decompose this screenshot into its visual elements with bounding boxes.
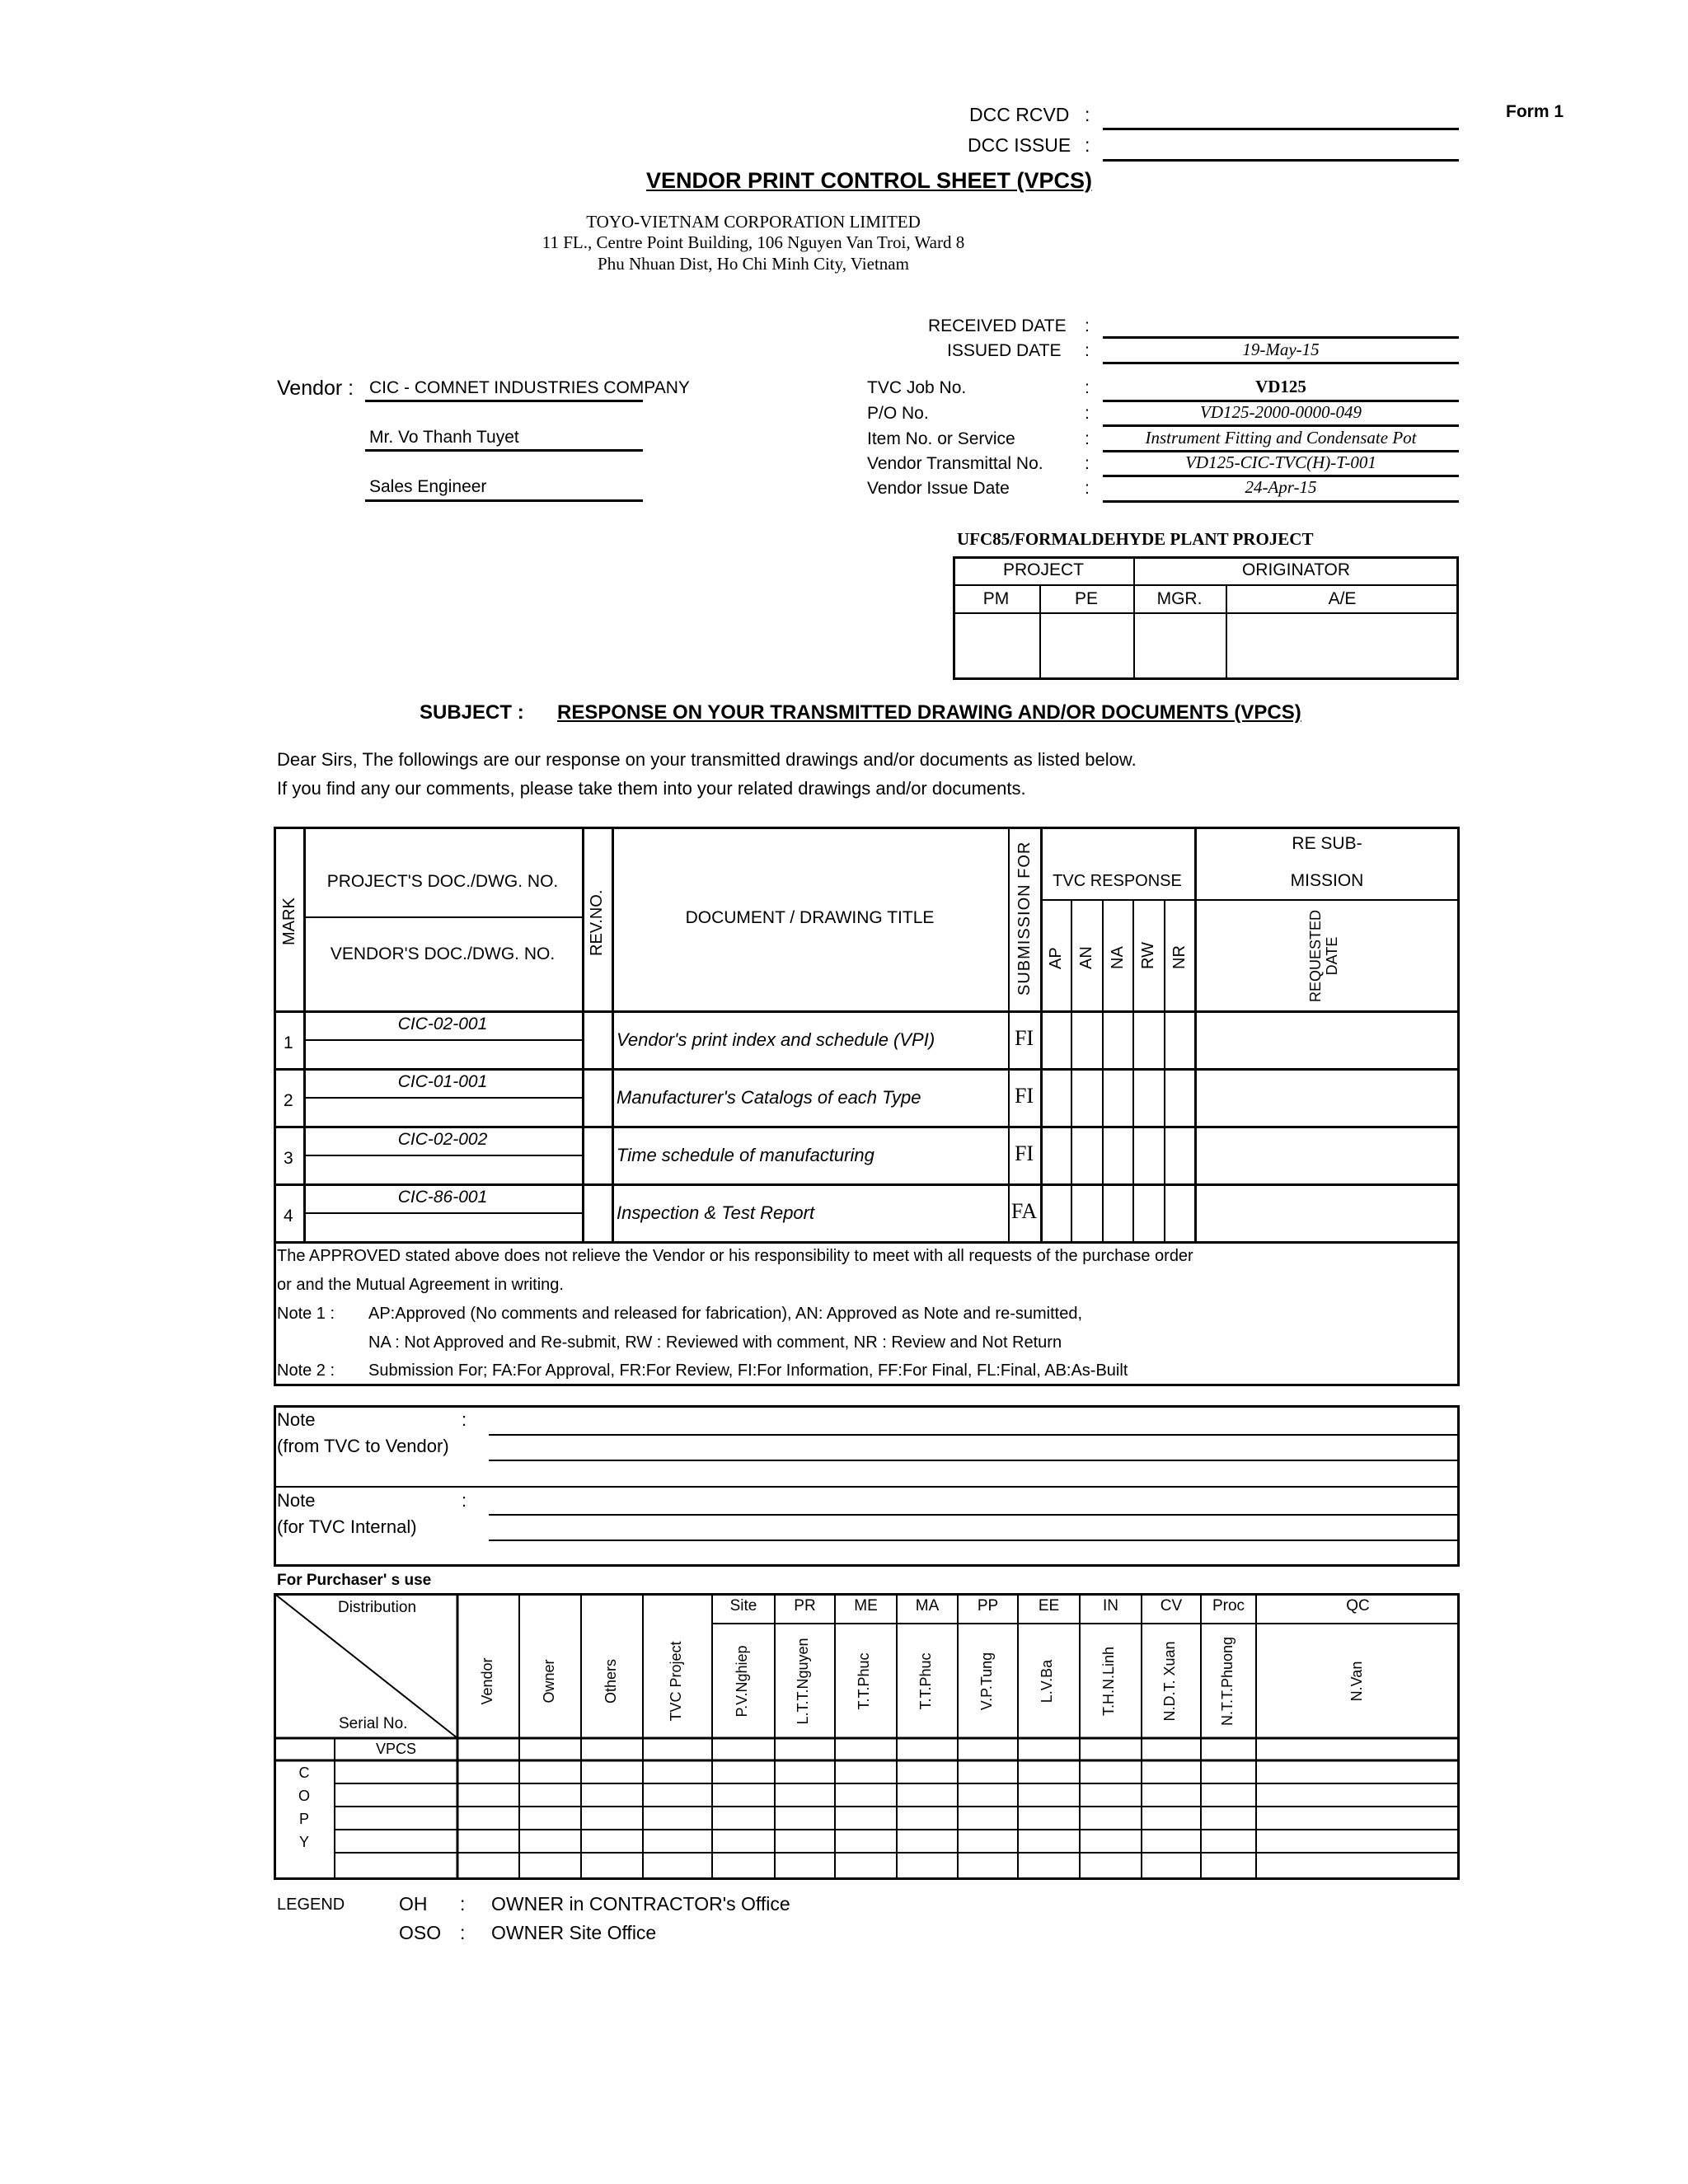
row-mark: 3 xyxy=(284,1149,293,1168)
row-doc-no[interactable]: CIC-02-001 xyxy=(397,1015,488,1033)
dcc-issue-field[interactable] xyxy=(1103,159,1459,162)
dcc-rcvd-colon: : xyxy=(1085,104,1090,125)
dcc-issue-colon: : xyxy=(1085,134,1090,156)
table-line xyxy=(303,1155,582,1156)
issued-date-value: 19-May-15 xyxy=(1242,340,1320,359)
job-info-colon: : xyxy=(1085,404,1090,423)
dept-header: Proc xyxy=(1212,1597,1245,1615)
row-title: Inspection & Test Report xyxy=(617,1202,815,1223)
table-line xyxy=(274,1068,1460,1071)
approval-originator: ORIGINATOR xyxy=(1241,560,1351,579)
vendor-company: CIC - COMNET INDUSTRIES COMPANY xyxy=(369,378,690,397)
legend-text: OWNER Site Office xyxy=(491,1922,657,1943)
header-rw: RW xyxy=(1139,942,1157,969)
table-line xyxy=(612,827,614,1241)
vendor-label: Vendor : xyxy=(277,377,354,400)
job-info-underline xyxy=(1103,424,1459,427)
row-doc-no[interactable]: CIC-86-001 xyxy=(397,1188,488,1207)
approval-ae: A/E xyxy=(1328,589,1357,608)
dcc-rcvd-label: DCC RCVD xyxy=(969,104,1070,125)
header-tvc-response: TVC RESPONSE xyxy=(1053,872,1182,890)
header-vendor-doc: VENDOR'S DOC./DWG. NO. xyxy=(330,944,556,963)
header-ap: AP xyxy=(1047,947,1065,969)
table-line xyxy=(1071,899,1072,1241)
legend-sep: : xyxy=(460,1893,466,1915)
remark-note-label-2: Note xyxy=(277,1490,316,1511)
copy-letter: O xyxy=(298,1788,310,1804)
job-info-value: VD125 xyxy=(1255,377,1306,396)
row-title: Manufacturer's Catalogs of each Type xyxy=(617,1087,921,1108)
company-address-2: Phu Nhuan Dist, Ho Chi Minh City, Vietnam xyxy=(598,254,909,274)
job-info-label: Vendor Issue Date xyxy=(867,479,1010,498)
vendor-position-underline xyxy=(365,499,643,502)
dist-name: N.Van xyxy=(1348,1661,1365,1702)
remark-vendor-sub: (from TVC to Vendor) xyxy=(277,1436,449,1456)
header-an: AN xyxy=(1077,946,1095,969)
note2-label: Note 2 : xyxy=(277,1361,335,1380)
dept-header: PP xyxy=(977,1597,999,1615)
table-line xyxy=(303,1039,582,1041)
intro-line-1: Dear Sirs, The followings are our response on your transmitted drawings and/or documents as listed below. xyxy=(277,749,1137,770)
vendor-contact: Mr. Vo Thanh Tuyet xyxy=(369,428,519,447)
dist-name: TVC Project xyxy=(668,1641,684,1722)
header-rev: REV.NO. xyxy=(588,889,606,956)
dist-name: N.T.T.Phuong xyxy=(1219,1636,1236,1727)
job-info-label: P/O No. xyxy=(867,404,929,423)
dept-header: CV xyxy=(1160,1597,1183,1615)
approval-sign-ae[interactable] xyxy=(1227,614,1457,678)
header-requested-2: DATE xyxy=(1324,936,1340,976)
header-nr: NR xyxy=(1170,945,1189,969)
distribution-label: Distribution xyxy=(338,1599,417,1616)
company-address-1: 11 FL., Centre Point Building, 106 Nguyen Van Troi, Ward 8 xyxy=(542,232,965,252)
legend-sep: : xyxy=(460,1922,466,1943)
approval-project: PROJECT xyxy=(1002,560,1084,579)
dist-name: T.T.Phuc xyxy=(917,1652,934,1710)
row-mark: 1 xyxy=(284,1033,293,1052)
dist-name: Owner xyxy=(541,1659,557,1704)
header-resub-1: RE SUB- xyxy=(1292,834,1362,853)
copy-letter: Y xyxy=(298,1834,309,1850)
job-info-value: Instrument Fitting and Condensate Pot xyxy=(1145,428,1417,448)
row-submission: FI xyxy=(1014,1084,1034,1108)
dist-name: L.V.Ba xyxy=(1039,1659,1055,1704)
subject-text: RESPONSE ON YOUR TRANSMITTED DRAWING AND/OR DOCUMENTS (VPCS) xyxy=(557,701,1301,724)
purchaser-heading: For Purchaser' s use xyxy=(277,1572,432,1589)
dept-header: MA xyxy=(915,1597,940,1615)
row-mark: 2 xyxy=(284,1091,293,1110)
table-line xyxy=(303,1212,582,1214)
job-info-value: VD125-2000-0000-049 xyxy=(1200,402,1362,422)
page-title: VENDOR PRINT CONTROL SHEET (VPCS) xyxy=(646,168,1093,193)
header-title: DOCUMENT / DRAWING TITLE xyxy=(685,908,935,927)
remark-colon: : xyxy=(462,1409,467,1430)
dept-header: QC xyxy=(1346,1597,1370,1615)
issued-date-colon: : xyxy=(1085,341,1090,360)
header-project-doc: PROJECT'S DOC./DWG. NO. xyxy=(326,872,559,891)
job-info-label: TVC Job No. xyxy=(867,378,967,397)
row-submission: FI xyxy=(1014,1141,1034,1165)
subject-label: SUBJECT : xyxy=(420,701,524,724)
approval-disclaimer-2: or and the Mutual Agreement in writing. xyxy=(277,1276,564,1294)
approval-sign-pm[interactable] xyxy=(954,614,1038,678)
job-info-underline xyxy=(1103,500,1459,503)
header-requested-1: REQUESTED xyxy=(1307,909,1324,1003)
vendor-contact-underline xyxy=(365,449,643,452)
row-doc-no[interactable]: CIC-01-001 xyxy=(397,1072,488,1091)
table-line xyxy=(582,827,584,1241)
approval-pe: PE xyxy=(1074,589,1098,608)
remark-note-label: Note xyxy=(277,1409,316,1430)
header-resub-2: MISSION xyxy=(1290,871,1364,890)
note1-text-b: NA : Not Approved and Re-submit, RW : Reviewed with comment, NR : Review and Not Return xyxy=(368,1333,1062,1352)
legend-text: OWNER in CONTRACTOR's Office xyxy=(491,1893,790,1915)
job-info-value: VD125-CIC-TVC(H)-T-001 xyxy=(1185,452,1376,472)
dist-name: P.V.Nghiep xyxy=(734,1645,750,1718)
table-line xyxy=(303,1097,582,1099)
job-info-label: Vendor Transmittal No. xyxy=(867,454,1043,473)
job-info-value: 24-Apr-15 xyxy=(1245,477,1317,497)
header-mark: MARK xyxy=(280,898,298,945)
remark-internal-sub: (for TVC Internal) xyxy=(277,1516,417,1537)
intro-line-2: If you find any our comments, please take them into your related drawings and/or documents. xyxy=(277,778,1026,799)
legend-code: OH xyxy=(399,1893,428,1915)
remark-vendor-line[interactable] xyxy=(489,1434,1460,1436)
remark-divider xyxy=(274,1486,1460,1488)
dept-header: PR xyxy=(794,1597,816,1615)
job-info-colon: : xyxy=(1085,479,1090,498)
row-title: Vendor's print index and schedule (VPI) xyxy=(617,1029,935,1050)
dist-name: T.H.N.Linh xyxy=(1100,1646,1117,1717)
remark-internal-line[interactable] xyxy=(489,1540,1460,1541)
table-line xyxy=(274,1183,1460,1186)
issued-date-underline xyxy=(1103,362,1459,364)
job-info-colon: : xyxy=(1085,454,1090,473)
legend-code: OSO xyxy=(399,1922,442,1943)
table-line xyxy=(303,916,582,918)
note2-text: Submission For; FA:For Approval, FR:For Review, FI:For Information, FF:For Final, FL:Final, AB:As-Built xyxy=(368,1361,1128,1380)
vpcs-label: VPCS xyxy=(375,1741,417,1757)
received-date-field[interactable] xyxy=(1103,336,1459,339)
approval-sign-mgr[interactable] xyxy=(1135,614,1224,678)
header-na: NA xyxy=(1109,946,1127,969)
received-date-colon: : xyxy=(1085,316,1090,335)
header-submission: SUBMISSION FOR xyxy=(1015,841,1034,996)
note1-text-a: AP:Approved (No comments and released for fabrication), AN: Approved as Note and re-sumitted, xyxy=(368,1305,1082,1323)
note1-label: Note 1 : xyxy=(277,1305,335,1323)
dcc-rcvd-field[interactable] xyxy=(1103,128,1459,130)
dist-name: V.P.Tung xyxy=(978,1652,995,1711)
dept-header: Site xyxy=(729,1597,757,1615)
row-submission: FA xyxy=(1010,1199,1038,1223)
legend-label: LEGEND xyxy=(277,1896,345,1914)
dist-name: T.T.Phuc xyxy=(856,1652,872,1710)
dcc-issue-label: DCC ISSUE xyxy=(968,134,1071,156)
remark-vendor-line[interactable] xyxy=(489,1460,1460,1461)
approval-pm: PM xyxy=(982,589,1010,608)
dist-name: Vendor xyxy=(479,1657,495,1705)
job-info-colon: : xyxy=(1085,429,1090,448)
vendor-company-underline xyxy=(365,400,643,402)
dist-name: Others xyxy=(603,1658,619,1704)
received-date-label: RECEIVED DATE xyxy=(928,316,1067,335)
job-info-colon: : xyxy=(1085,378,1090,397)
project-name: UFC85/FORMALDEHYDE PLANT PROJECT xyxy=(957,529,1314,549)
copy-letter: P xyxy=(298,1811,309,1827)
row-submission: FI xyxy=(1014,1026,1034,1050)
table-line xyxy=(274,1010,1460,1013)
table-line xyxy=(274,1126,1460,1128)
remark-internal-line[interactable] xyxy=(489,1514,1460,1516)
row-title: Time schedule of manufacturing xyxy=(617,1145,874,1165)
form-number: Form 1 xyxy=(1506,102,1564,121)
approval-disclaimer-1: The APPROVED stated above does not relieve the Vendor or his responsibility to meet with all requests of the purchase order xyxy=(277,1247,1193,1265)
vendor-position: Sales Engineer xyxy=(369,477,487,496)
dept-header: IN xyxy=(1103,1597,1118,1615)
serial-label: Serial No. xyxy=(339,1715,408,1732)
approval-mgr: MGR. xyxy=(1156,589,1203,608)
approval-line xyxy=(953,584,1459,586)
issued-date-label: ISSUED DATE xyxy=(947,341,1062,360)
table-line xyxy=(274,1241,1460,1244)
dist-name: L.T.T.Nguyen xyxy=(795,1638,811,1725)
remark-colon-2: : xyxy=(462,1490,467,1511)
dept-header: EE xyxy=(1038,1597,1060,1615)
table-line xyxy=(1102,899,1104,1241)
approval-sign-pe[interactable] xyxy=(1041,614,1132,678)
table-line xyxy=(1132,899,1134,1241)
company-name: TOYO-VIETNAM CORPORATION LIMITED xyxy=(586,212,921,232)
dist-name: N.D.T. Xuan xyxy=(1161,1641,1178,1722)
job-info-label: Item No. or Service xyxy=(867,429,1015,448)
table-line xyxy=(1164,899,1165,1241)
copy-letter: C xyxy=(298,1765,310,1781)
dept-header: ME xyxy=(854,1597,878,1615)
row-mark: 4 xyxy=(284,1207,293,1226)
row-doc-no[interactable]: CIC-02-002 xyxy=(397,1130,488,1149)
